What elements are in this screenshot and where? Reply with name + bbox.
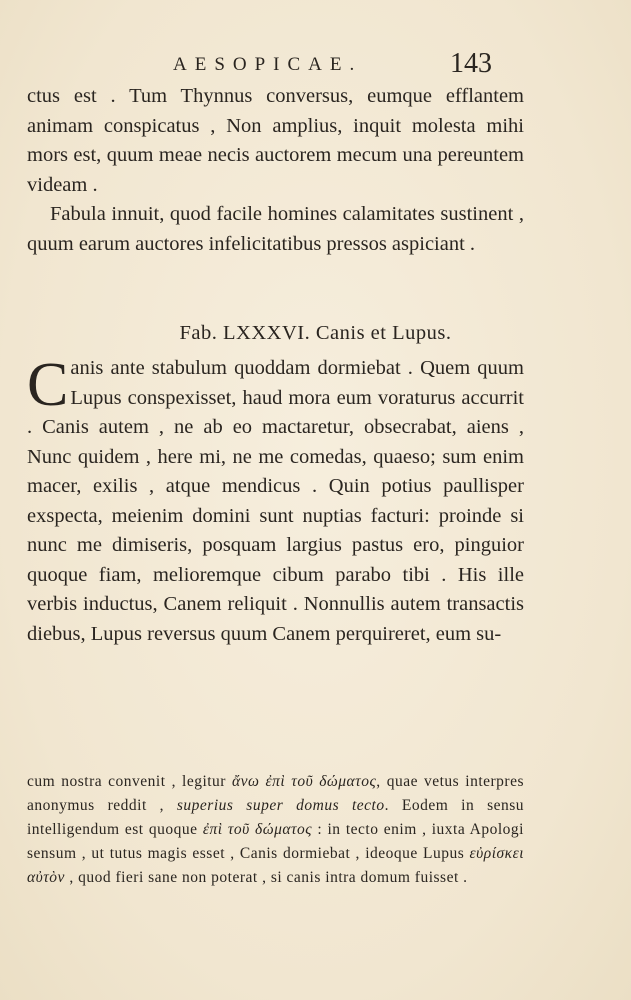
fable-paragraph (27, 351, 524, 649)
fable-title: Fab. LXXXVI. Canis et Lupus. (179, 322, 452, 344)
footnote-text-5: , quod fieri sane non poterat , si canis intra domum fuisset . (64, 869, 468, 886)
footnote-text-1: cum nostra convenit , legitur (27, 773, 233, 790)
running-head (0, 48, 631, 84)
paragraph-continuation: ctus est . Tum Thynnus conversus, eumque efflantem animam conspicatus , Non amplius, inquit molesta mihi mors est, quum meae necis auctorem mecum una pereuntem videam . (27, 85, 524, 196)
paragraph-moral: Fabula innuit, quod facile homines calamitates sustinent , quum earum auctores infelicitatibus pressos aspiciant . (27, 203, 524, 255)
footnote-text-4: : in tecto enim , iuxta Apologi sensum , ut tutus magis esset , Canis dormiebat , ideoque Lupus (27, 821, 524, 862)
footnote-paragraph (27, 770, 524, 890)
drop-cap: C (27, 351, 69, 419)
footnote-text-2: , quae vetus interpres anonymus reddit , (27, 773, 524, 814)
greek-phrase-1: ἄνω ἐπὶ τοῦ δώματος (232, 773, 377, 790)
running-title: AESOPICAE. (173, 54, 363, 75)
page-number: 143 (450, 48, 492, 79)
fable-text: anis ante stabulum quoddam dormiebat . Quem quum Lupus conspexisset, haud mora eum voraturus accurrit . Canis autem , ne ab eo mactaretur, obsecrabat, aiens , Nunc quidem , here mi, ne me comedas, quaeso; sum enim macer, exilis , atque mendicus . Quin potius paullisper exspecta, meienim domini sunt nuptias facturi: proinde si nunc me dimiseris, posquam largius pastus ero, pinguior quoque fiam, melioremque cibum parabo tibi . His ille verbis inductus, Canem reliquit . Nonnullis autem transactis diebus, Lupus reversus quum Canem perquireret, eum su- (27, 357, 524, 645)
footnote (27, 770, 524, 890)
italic-phrase: superius super domus tecto (176, 797, 385, 814)
greek-phrase-3: εὐρίσκει αὐτὸν (27, 845, 524, 886)
preceding-fable-ending (27, 82, 524, 259)
footnote-text-3: . Eodem in sensu intelligendum est quoque (27, 797, 525, 838)
greek-phrase-2: ἐπὶ τοῦ δώματος (202, 821, 313, 838)
fable-body (27, 351, 524, 649)
